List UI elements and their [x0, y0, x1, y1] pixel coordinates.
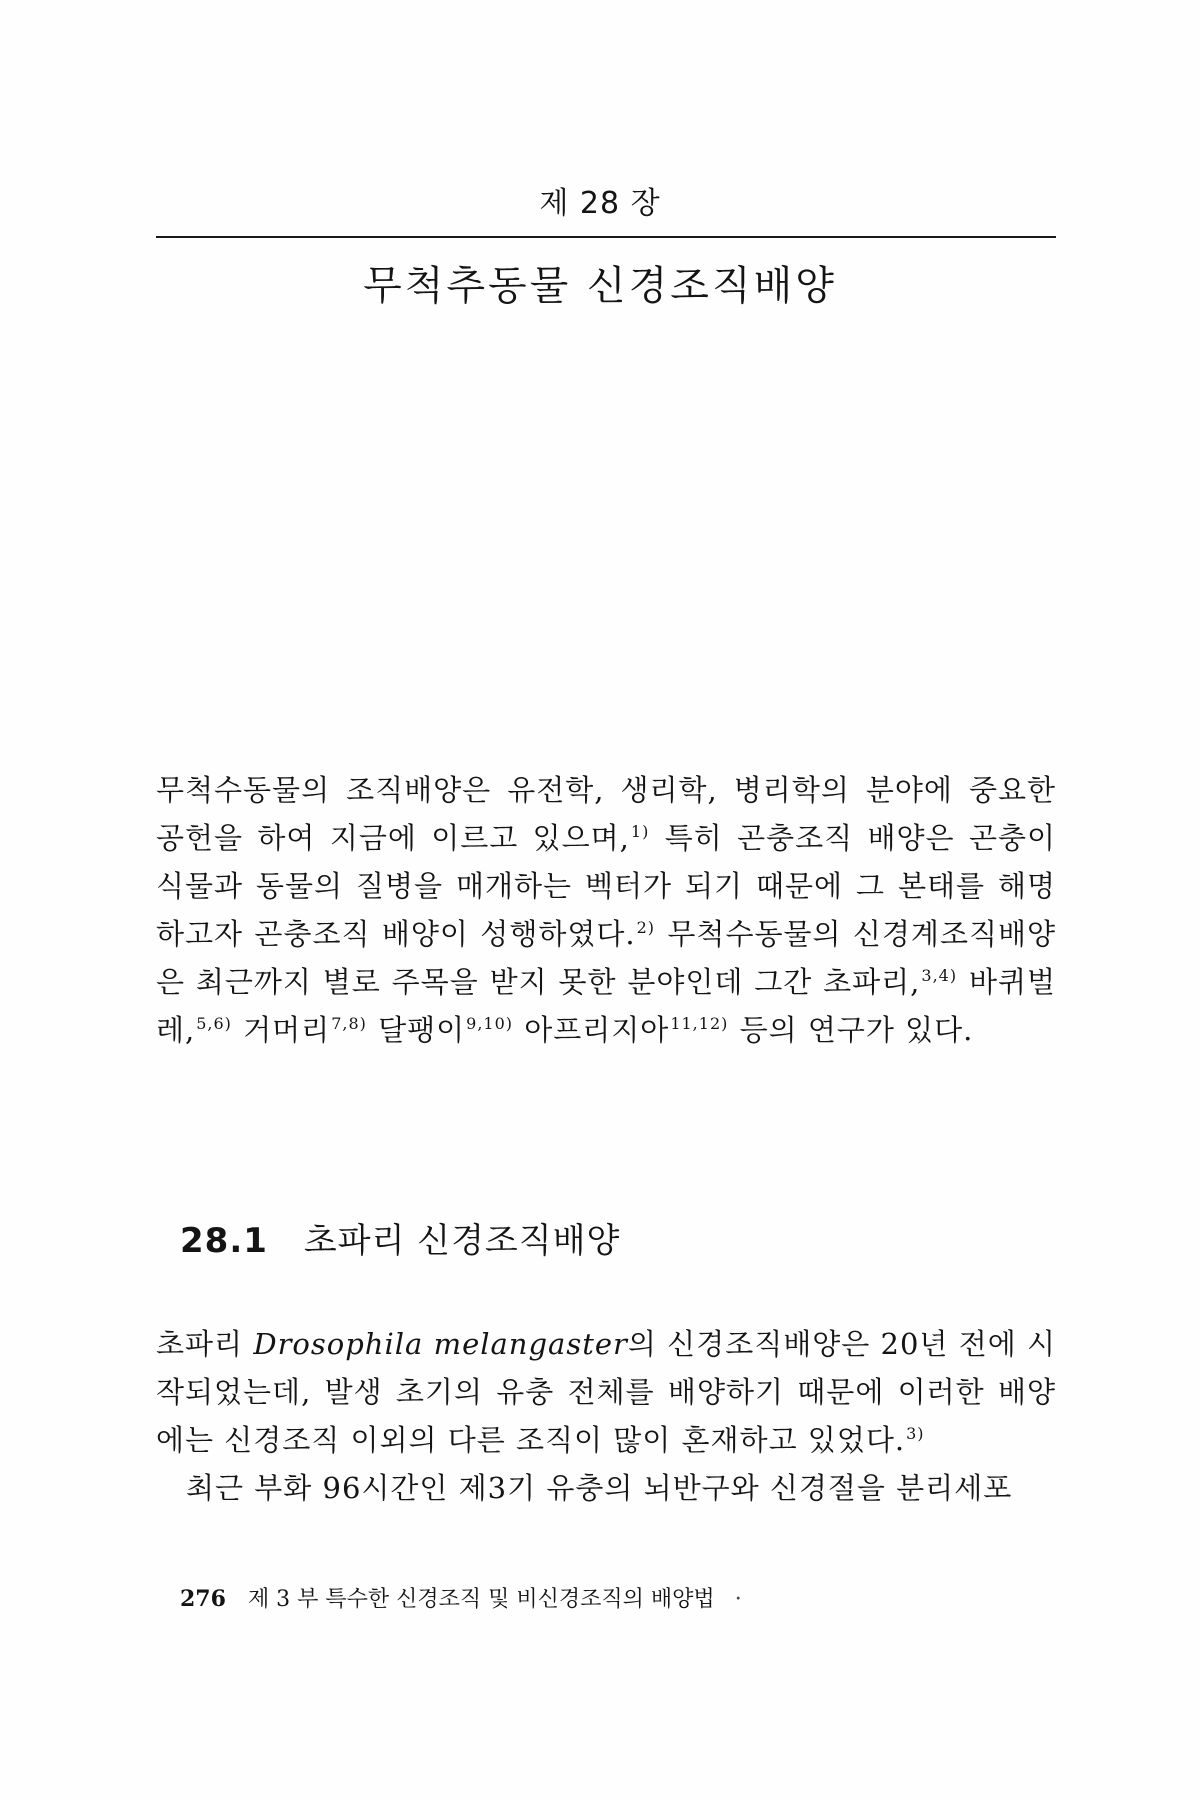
intro-text-6: 달팽이 [367, 1013, 466, 1047]
reference-5: 7,8) [331, 1014, 367, 1033]
intro-text-5: 거머리 [232, 1013, 331, 1047]
reference-7: 11,12) [670, 1014, 729, 1033]
section-paragraph [156, 1320, 1056, 1464]
intro-text-2: 특히 곤충조직 배양은 곤충이 식물과 동물의 질병을 매개하는 벡터가 되기 때문에 그 본태를 해명하고자 곤충조직 배양이 성행하였다. [156, 821, 1056, 951]
section-heading [180, 1213, 620, 1262]
intro-text-8: 등의 연구가 있다. [729, 1013, 974, 1047]
running-title: 제 3 부 특수한 신경조직 및 비신경조직의 배양법 [247, 1587, 715, 1612]
footer-dot: · [734, 1587, 742, 1612]
species-name: Drosophila melangaster [253, 1327, 628, 1361]
chapter-rule [156, 236, 1056, 238]
chapter-label: 제 28 장 [539, 186, 661, 221]
reference-3: 3,4) [921, 966, 958, 985]
page-number: 276 [180, 1586, 226, 1612]
section-text-pre: 초파리 [156, 1327, 254, 1361]
next-paragraph-text: 최근 부화 96시간인 제3기 유충의 뇌반구와 신경절을 분리세포 [186, 1471, 1013, 1505]
reference-1: 1) [630, 822, 650, 841]
intro-paragraph [156, 766, 1056, 1054]
reference-2: 2) [636, 918, 656, 937]
intro-text-1: 무척수동물의 조직배양은 유전학, 생리학, 병리학의 분야에 중요한 공헌을 하여 지금에 이르고 있으며, [156, 773, 1056, 855]
intro-text-7: 아프리지아 [514, 1013, 670, 1047]
chapter-title: 무척추동물 신경조직배양 [363, 263, 837, 309]
intro-text-4: 바퀴벌레, [156, 965, 1056, 1047]
intro-text-3: 무척수동물의 신경계조직배양은 최근까지 별로 주목을 받지 못한 분야인데 그간 초파리, [156, 917, 1056, 999]
section-reference: 3) [906, 1424, 925, 1443]
reference-6: 9,10) [466, 1014, 514, 1033]
section-title: 초파리 신경조직배양 [303, 1221, 621, 1261]
next-paragraph [156, 1464, 1056, 1512]
section-number: 28.1 [180, 1221, 268, 1261]
section-text-post: 의 신경조직배양은 20년 전에 시작되었는데, 발생 초기의 유충 전체를 배양하기 때문에 이러한 배양에는 신경조직 이외의 다른 조직이 많이 혼재하고 있었다. [156, 1327, 1057, 1457]
page-footer [180, 1582, 742, 1613]
reference-4: 5,6) [196, 1014, 232, 1033]
